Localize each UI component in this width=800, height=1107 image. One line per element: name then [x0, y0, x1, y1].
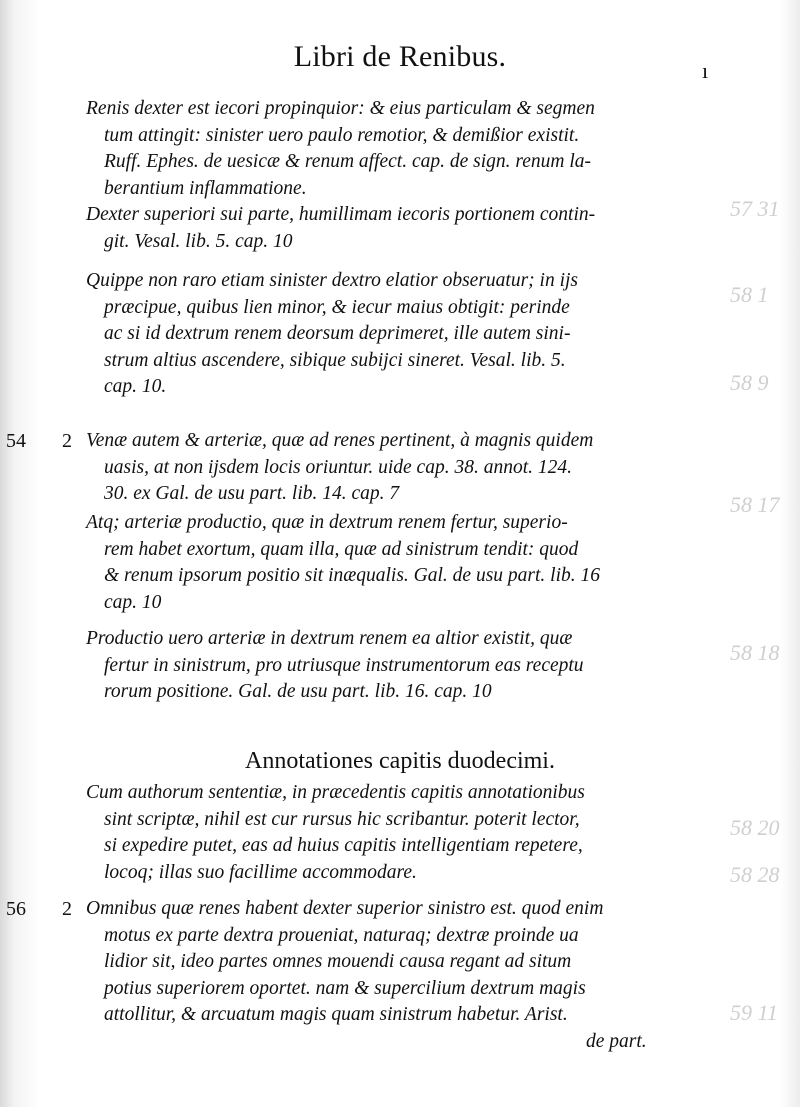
text-line: tum attingit: sinister uero paulo remotior, & demißior existit. — [104, 124, 580, 146]
text-line: Productio uero arteriæ in dextrum renem ea altior existit, quæ — [86, 628, 573, 649]
text-line: si expedire putet, eas ad huius capitis intelligentiam repetere, — [104, 835, 583, 856]
text-line: sint scriptæ, nihil est cur rursus hic scribantur. poterit lector, — [104, 808, 580, 830]
text-line: Renis dexter est iecori propinquior: & eius particulam & segmen — [86, 98, 595, 119]
paragraph-7 — [86, 780, 686, 886]
text-line: lidior sit, ideo partes omnes mouendi causa regant ad situm — [104, 951, 572, 972]
paragraph-3 — [86, 268, 686, 401]
paragraph-2 — [86, 202, 686, 255]
bleed-through-mark: 58 20 — [730, 815, 780, 840]
paragraph-5 — [86, 510, 686, 616]
bleed-through-mark: 58 9 — [730, 370, 769, 395]
text-line: & renum ipsorum positio sit inæqualis. Gal. de usu part. lib. 16 — [104, 565, 601, 586]
text-line: Omnibus quæ renes habent dexter superior sinistro est. quod enim — [86, 898, 604, 919]
text-line: cap. 10. — [104, 376, 167, 397]
text-line: Cum authorum sententiæ, in præcedentis capitis annotationibus — [86, 782, 585, 803]
text-line: git. Vesal. lib. 5. cap. 10 — [104, 230, 293, 252]
bleed-through-mark: 58 1 — [730, 282, 769, 307]
text-line: potius superiorem oportet. nam & supercilium dextrum magis — [104, 977, 586, 999]
margin-page-number: 56 — [6, 898, 26, 920]
text-line: Quippe non raro etiam sinister dextro elatior obseruatur; in ijs — [86, 270, 578, 291]
paragraph-1 — [86, 96, 686, 202]
paragraph-6 — [86, 626, 686, 706]
text-line: attollitur, & arcuatum magis quam sinistrum habetur. Arist. — [104, 1004, 568, 1025]
text-line: fertur in sinistrum, pro utriusque instrumentorum eas receptu — [104, 654, 584, 676]
paragraph-4 — [86, 428, 686, 508]
text-line: uasis, at non ijsdem locis oriuntur. uide cap. 38. annot. 124. — [104, 456, 572, 478]
bleed-through-mark: 58 17 — [730, 492, 780, 517]
text-line: Venæ autem & arteriæ, quæ ad renes pertinent, à magnis quidem — [86, 430, 594, 451]
text-line: Dexter superiori sui parte, humillimam iecoris portionem contin- — [86, 204, 596, 225]
section-title: Annotationes capitis duodecimi. — [245, 748, 555, 774]
bleed-through-mark: 58 28 — [730, 862, 780, 887]
margin-reference-number: 2 — [62, 430, 72, 452]
text-line: rorum positione. Gal. de usu part. lib. 16. cap. 10 — [104, 681, 492, 702]
text-line: Ruff. Ephes. de uesicæ & renum affect. cap. de sign. renum la- — [104, 151, 592, 172]
text-line: strum altius ascendere, sibique subijci sineret. Vesal. lib. 5. — [104, 349, 566, 371]
text-line: locoq; illas suo facillime accommodare. — [104, 861, 417, 883]
text-line: motus ex parte dextra proueniat, naturaq; dextræ proinde ua — [104, 924, 579, 946]
bleed-through-mark: 57 31 — [730, 196, 780, 221]
text-line: cap. 10 — [104, 591, 162, 613]
paragraph-8 — [86, 896, 686, 1055]
text-line: rem habet exortum, quam illa, quæ ad sinistrum tendit: quod — [104, 538, 579, 560]
text-line: præcipue, quibus lien minor, & iecur maius obtigit: perinde — [104, 296, 570, 318]
text-line: 30. ex Gal. de usu part. lib. 14. cap. 7 — [104, 483, 400, 504]
corner-mark: ı — [702, 58, 709, 83]
text-line: Atq; arteriæ productio, quæ in dextrum renem fertur, superio- — [86, 512, 568, 533]
bleed-through-mark: 59 11 — [730, 1000, 778, 1025]
margin-page-number: 54 — [6, 430, 26, 452]
page-header: Libri de Renibus. — [293, 40, 507, 73]
bleed-through-mark: 58 18 — [730, 640, 780, 665]
text-line: berantium inflammatione. — [104, 177, 307, 199]
text-line: de part. — [586, 1030, 647, 1052]
margin-reference-number: 2 — [62, 898, 72, 920]
text-line: ac si id dextrum renem deorsum deprimeret, ille autem sini- — [104, 323, 571, 344]
